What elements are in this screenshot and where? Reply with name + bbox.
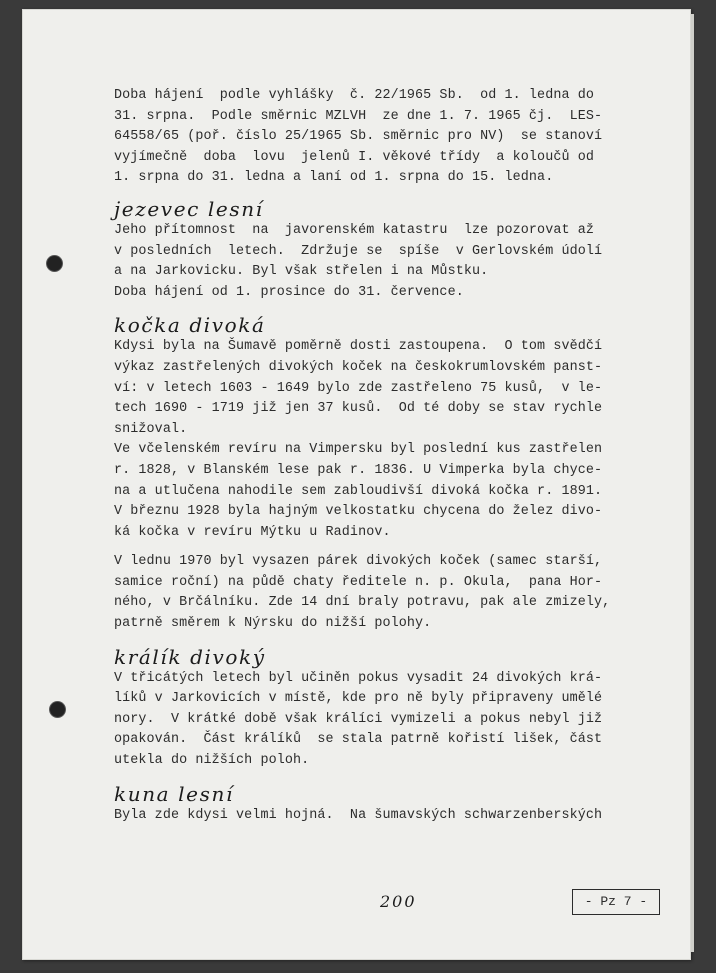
text-line: na a utlučena nahodile sem zabloudivší divoká kočka r. 1891. [114, 483, 603, 499]
text-line: Jeho přítomnost na javorenském katastru lze pozorovat až [114, 222, 595, 238]
text-line: V lednu 1970 byl vysazen párek divokých koček (samec starší, [114, 554, 603, 570]
text-line: 31. srpna. Podle směrnic MZLVH ze dne 1. 7. 1965 čj. LES- [114, 108, 603, 124]
page-code-box: - Pz 7 - [572, 889, 660, 915]
text-line: ného, v Brčálníku. Zde 14 dní braly potravu, pak ale zmizely, [114, 595, 611, 611]
document-body [114, 86, 620, 826]
text-line: a na Jarkovicku. Byl však střelen i na Můstku. [114, 264, 489, 280]
text-line: nory. V krátké době však králíci vymizeli a pokus nebyl již [114, 711, 603, 727]
text-line: Kdysi byla na Šumavě poměrně dosti zastoupena. O tom svědčí [114, 339, 603, 355]
text-line: snižoval. [114, 421, 188, 437]
section-paragraph [114, 221, 620, 303]
section-paragraph [114, 669, 620, 772]
text-line: V třicátých letech byl učiněn pokus vysadit 24 divokých krá- [114, 670, 603, 686]
text-line: v posledních letech. Zdržuje se spíše v Gerlovském údolí [114, 243, 603, 259]
text-line: ká kočka v revíru Mýtku u Radinov. [114, 524, 391, 540]
text-line: patrně směrem k Nýrsku do nižší polohy. [114, 616, 432, 632]
text-line: Byla zde kdysi velmi hojná. Na šumavských schwarzenberských [114, 807, 603, 823]
text-line: 1. srpna do 31. ledna a laní od 1. srpna do 15. ledna. [114, 170, 554, 186]
text-line: tech 1690 - 1719 již jen 37 kusů. Od té doby se stav rychle [114, 401, 603, 417]
page-edge [691, 14, 694, 952]
text-line: r. 1828, v Blanském lese pak r. 1836. U Vimperka byla chyce- [114, 462, 603, 478]
text-line: 64558/65 (poř. číslo 25/1965 Sb. směrnic pro NV) se stanoví [114, 129, 603, 145]
text-line: opakován. Část králíků se stala patrně kořistí lišek, část [114, 732, 603, 748]
intro-paragraph [114, 86, 620, 189]
text-line: Ve včelenském revíru na Vimpersku byl poslední kus zastřelen [114, 442, 603, 458]
text-line: Doba hájení podle vyhlášky č. 22/1965 Sb. od 1. ledna do [114, 88, 595, 103]
page-number: 200 [380, 892, 417, 911]
section-heading: jezevec lesní [114, 196, 264, 221]
text-line: vyjímečně doba lovu jelenů I. věkové třídy a koloučů od [114, 149, 595, 165]
text-line: Doba hájení od 1. prosince do 31. července. [114, 284, 464, 300]
text-line: výkaz zastřelených divokých koček na českokrumlovském panst- [114, 359, 603, 375]
text-line: samice roční) na půdě chaty ředitele n. p. Okula, pana Hor- [114, 574, 603, 590]
text-line: utekla do nižších poloh. [114, 753, 310, 769]
text-line: ví: v letech 1603 - 1649 bylo zde zastřeleno 75 kusů, v le- [114, 380, 603, 396]
text-line: V březnu 1928 byla hajným velkostatku chycena do želez divo- [114, 504, 603, 520]
section-paragraph [114, 552, 620, 634]
section-paragraph [114, 806, 620, 827]
punch-hole [50, 702, 65, 717]
section-heading: králík divoký [114, 644, 266, 669]
section-heading: kuna lesní [114, 781, 234, 806]
punch-hole [47, 256, 62, 271]
section-heading: kočka divoká [114, 313, 266, 338]
text-line: líků v Jarkovicích v místě, kde pro ně byly připraveny umělé [114, 691, 603, 707]
section-paragraph [114, 337, 620, 543]
